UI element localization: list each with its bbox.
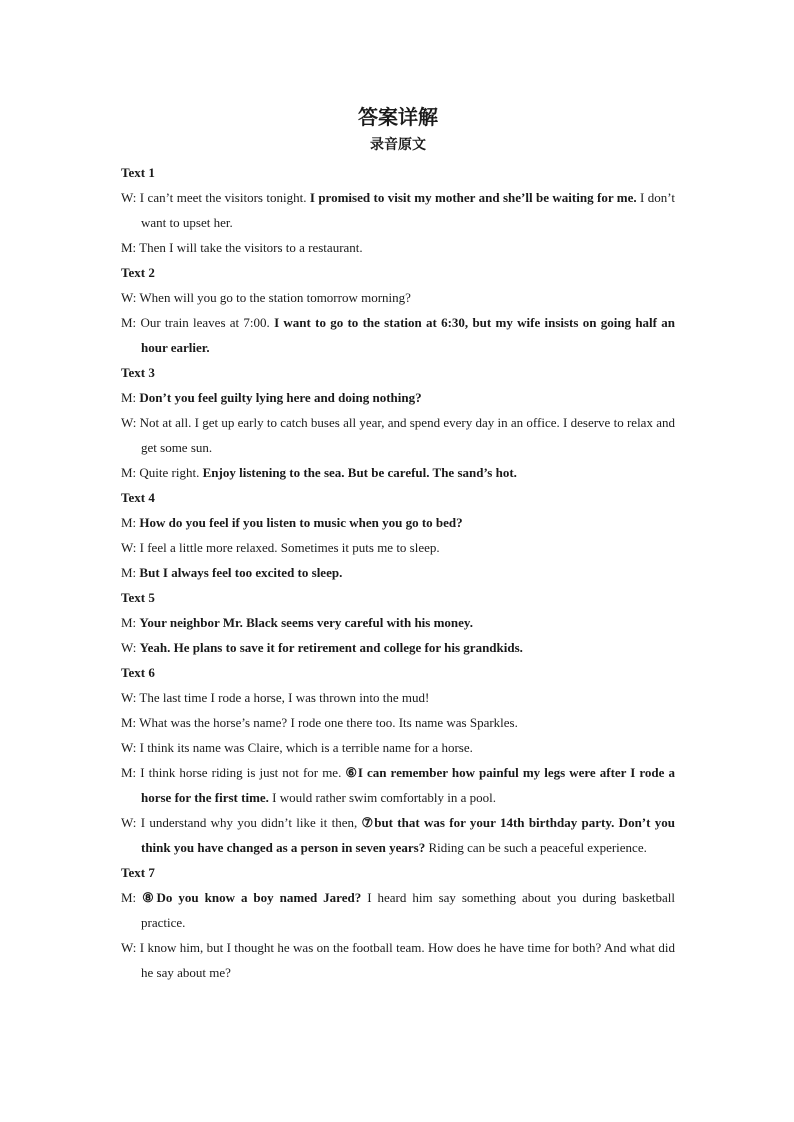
dialogue-text: M: (121, 615, 140, 630)
dialogue-text: M: (121, 390, 140, 405)
dialogue-line (121, 810, 675, 860)
section-heading: Text 2 (121, 265, 155, 280)
answer-highlight: Enjoy listening to the sea. But be careful. The sand’s hot. (202, 465, 517, 480)
dialogue-text: W: When will you go to the station tomorrow morning? (121, 290, 411, 305)
dialogue-line (121, 185, 675, 235)
transcript-section (121, 160, 675, 260)
dialogue-text: M: (121, 565, 140, 580)
answer-highlight: Yeah. He plans to save it for retirement and college for his grandkids. (139, 640, 523, 655)
dialogue-text: I heard him say something about you during basketball practice. (141, 890, 675, 930)
answer-highlight: Your neighbor Mr. Black seems very careful with his money. (139, 615, 473, 630)
dialogue-text: M: I think horse riding is just not for me. (121, 765, 346, 780)
dialogue-text: M: Then I will take the visitors to a restaurant. (121, 240, 363, 255)
answer-highlight: ⑧Do you know a boy named Jared? (142, 890, 362, 905)
dialogue-text: M: Quite right. (121, 465, 203, 480)
dialogue-line (121, 610, 675, 635)
answer-highlight: I promised to visit my mother and she’ll be waiting for me. (309, 190, 637, 205)
dialogue-line (121, 235, 675, 260)
answer-highlight: How do you feel if you listen to music when you go to bed? (139, 515, 463, 530)
dialogue-line (121, 535, 675, 560)
transcript-section (121, 360, 675, 485)
dialogue-line (121, 510, 675, 535)
dialogue-text: M: What was the horse’s name? I rode one there too. Its name was Sparkles. (121, 715, 518, 730)
section-heading: Text 3 (121, 365, 155, 380)
dialogue-line (121, 460, 675, 485)
section-heading: Text 7 (121, 865, 155, 880)
transcript-section (121, 485, 675, 585)
dialogue-line (121, 710, 675, 735)
dialogue-line (121, 310, 675, 360)
answer-highlight: ⑦but that was for your 14th birthday party. Don’t you think you have changed as a person in seven years? (141, 815, 675, 855)
dialogue-text: I don’t want to upset her. (141, 190, 675, 230)
dialogue-line (121, 735, 675, 760)
section-heading: Text 5 (121, 590, 155, 605)
page-title: 答案详解 (358, 105, 438, 129)
transcript-section (121, 860, 675, 985)
dialogue-text: W: I understand why you didn’t like it then, (121, 815, 362, 830)
dialogue-text: W: (121, 640, 140, 655)
section-heading: Text 4 (121, 490, 155, 505)
transcript-section (121, 260, 675, 360)
dialogue-text: W: Not at all. I get up early to catch buses all year, and spend every day in an office. I deserve to relax and get some sun. (121, 415, 675, 455)
dialogue-text: M: (121, 890, 143, 905)
dialogue-line (121, 285, 675, 310)
answer-highlight: ⑥I can remember how painful my legs were after I rode a horse for the first time. (141, 765, 675, 805)
transcript-body (121, 160, 675, 985)
transcript-section (121, 585, 675, 660)
dialogue-text: W: I feel a little more relaxed. Sometimes it puts me to sleep. (121, 540, 440, 555)
dialogue-line (121, 560, 675, 585)
dialogue-text: W: The last time I rode a horse, I was thrown into the mud! (121, 690, 430, 705)
page-subtitle: 录音原文 (370, 137, 426, 153)
dialogue-text: I would rather swim comfortably in a pool. (268, 790, 497, 805)
dialogue-line (121, 935, 675, 985)
dialogue-text: W: I think its name was Claire, which is a terrible name for a horse. (121, 740, 473, 755)
dialogue-line (121, 760, 675, 810)
dialogue-line (121, 885, 675, 935)
document-page (121, 103, 675, 985)
dialogue-line (121, 410, 675, 460)
answer-highlight: Don’t you feel guilty lying here and doing nothing? (139, 390, 422, 405)
answer-highlight: But I always feel too excited to sleep. (139, 565, 343, 580)
transcript-section (121, 660, 675, 860)
dialogue-text: W: I know him, but I thought he was on the football team. How does he have time for both? And what did he say about me? (121, 940, 675, 980)
dialogue-line (121, 635, 675, 660)
section-heading: Text 6 (121, 665, 155, 680)
dialogue-text: W: I can’t meet the visitors tonight. (121, 190, 310, 205)
dialogue-line (121, 685, 675, 710)
section-heading: Text 1 (121, 165, 155, 180)
dialogue-text: M: (121, 515, 140, 530)
dialogue-line (121, 385, 675, 410)
dialogue-text: M: Our train leaves at 7:00. (121, 315, 275, 330)
answer-highlight: I want to go to the station at 6:30, but my wife insists on going half an hour earlier. (141, 315, 675, 355)
dialogue-text: Riding can be such a peaceful experience. (425, 840, 647, 855)
